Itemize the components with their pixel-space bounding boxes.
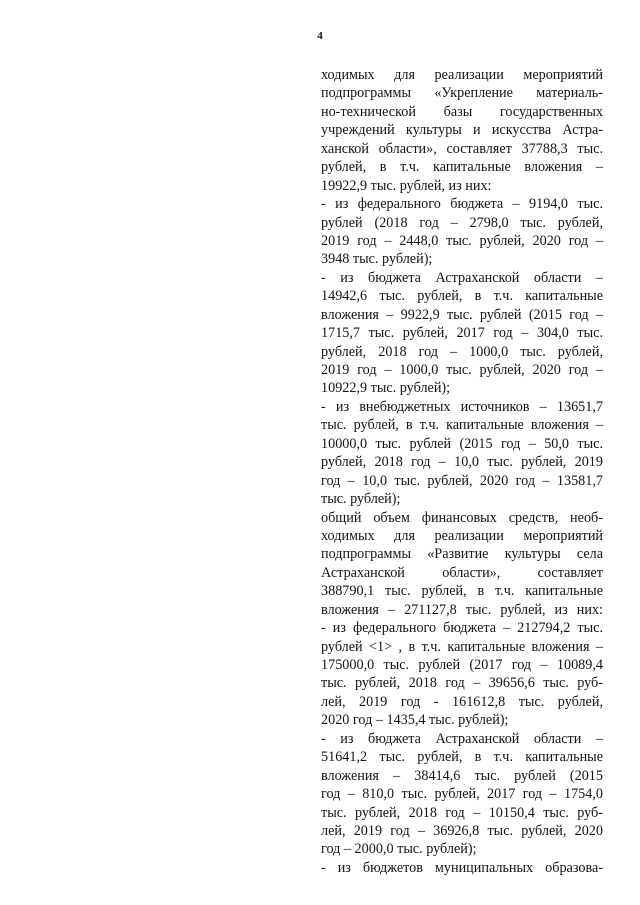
text-line: 2020 год – 1435,4 тыс. рублей);: [321, 712, 509, 729]
text-line: рублей <1> , в т.ч. капитальные вложения –: [321, 638, 603, 655]
text-line: тыс. рублей, 2018 год – 39656,6 тыс. руб-: [321, 675, 603, 692]
text-line: подпрограммы «Укрепление материаль-: [321, 85, 603, 102]
text-line: год – 2000,0 тыс. рублей);: [321, 841, 477, 858]
text-line: 2019 год – 2448,0 тыс. рублей, 2020 год –: [321, 232, 603, 249]
text-line: 2019 год – 1000,0 тыс. рублей, 2020 год –: [321, 362, 603, 378]
text-line: Астраханской области», составляет: [321, 564, 603, 581]
text-line: 10922,9 тыс. рублей);: [321, 380, 451, 397]
page-number: 4: [317, 30, 323, 42]
text-line: подпрограммы «Развитие культуры села: [321, 546, 603, 563]
text-line: 3948 тыс. рублей);: [321, 251, 433, 268]
text-line: рублей, 2018 год – 10,0 тыс. рублей, 2019: [321, 454, 603, 471]
text-line: тыс. рублей, в т.ч. капитальные вложения –: [321, 417, 603, 434]
text-line: - из федерального бюджета – 9194,0 тыс.: [321, 196, 603, 213]
text-line: лей, 2019 год – 36926,8 тыс. рублей, 2020: [321, 822, 603, 839]
text-line: 14942,6 тыс. рублей, в т.ч. капитальные: [321, 288, 603, 305]
text-line: 51641,2 тыс. рублей, в т.ч. капитальные: [321, 749, 603, 766]
text-line: ходимых для реализации мероприятий: [321, 527, 603, 544]
text-line: - из бюджетов муниципальных образова-: [321, 859, 603, 876]
text-line: 10000,0 тыс. рублей (2015 год – 50,0 тыс.: [321, 435, 603, 452]
text-line: тыс. рублей, 2018 год – 10150,4 тыс. руб-: [321, 804, 603, 821]
text-column: [321, 66, 603, 877]
text-line: - из внебюджетных источников – 13651,7: [321, 398, 603, 415]
text-line: ходимых для реализации мероприятий: [321, 67, 603, 83]
text-line: - из бюджета Астраханской области –: [321, 269, 603, 286]
text-line: но-технической базы государственных: [321, 103, 603, 120]
text-line: 175000,0 тыс. рублей (2017 год – 10089,4: [321, 657, 603, 673]
text-line: учреждений культуры и искусства Астра-: [321, 122, 603, 139]
text-line: 1715,7 тыс. рублей, 2017 год – 304,0 тыс.: [321, 325, 603, 342]
text-line: рублей (2018 год – 2798,0 тыс. рублей,: [321, 214, 603, 231]
text-line: рублей, 2018 год – 1000,0 тыс. рублей,: [321, 343, 603, 360]
text-line: общий объем финансовых средств, необ-: [321, 509, 603, 526]
text-line: ханской области», составляет 37788,3 тыс.: [321, 140, 603, 157]
text-line: вложения – 38414,6 тыс. рублей (2015: [321, 767, 603, 784]
text-line: 388790,1 тыс. рублей, в т.ч. капитальные: [321, 583, 603, 600]
text-line: 19922,9 тыс. рублей, из них:: [321, 177, 492, 194]
text-line: рублей, в т.ч. капитальные вложения –: [321, 159, 603, 176]
text-line: вложения – 9922,9 тыс. рублей (2015 год –: [321, 306, 603, 323]
text-line: тыс. рублей);: [321, 491, 401, 508]
text-line: лей, 2019 год - 161612,8 тыс. рублей,: [321, 693, 603, 710]
text-line: - из бюджета Астраханской области –: [321, 730, 603, 747]
text-line: - из федерального бюджета – 212794,2 тыс.: [321, 620, 603, 637]
text-line: вложения – 271127,8 тыс. рублей, из них:: [321, 601, 603, 618]
text-line: год – 810,0 тыс. рублей, 2017 год – 1754,0: [321, 786, 603, 803]
text-line: год – 10,0 тыс. рублей, 2020 год – 13581,7: [321, 472, 603, 489]
